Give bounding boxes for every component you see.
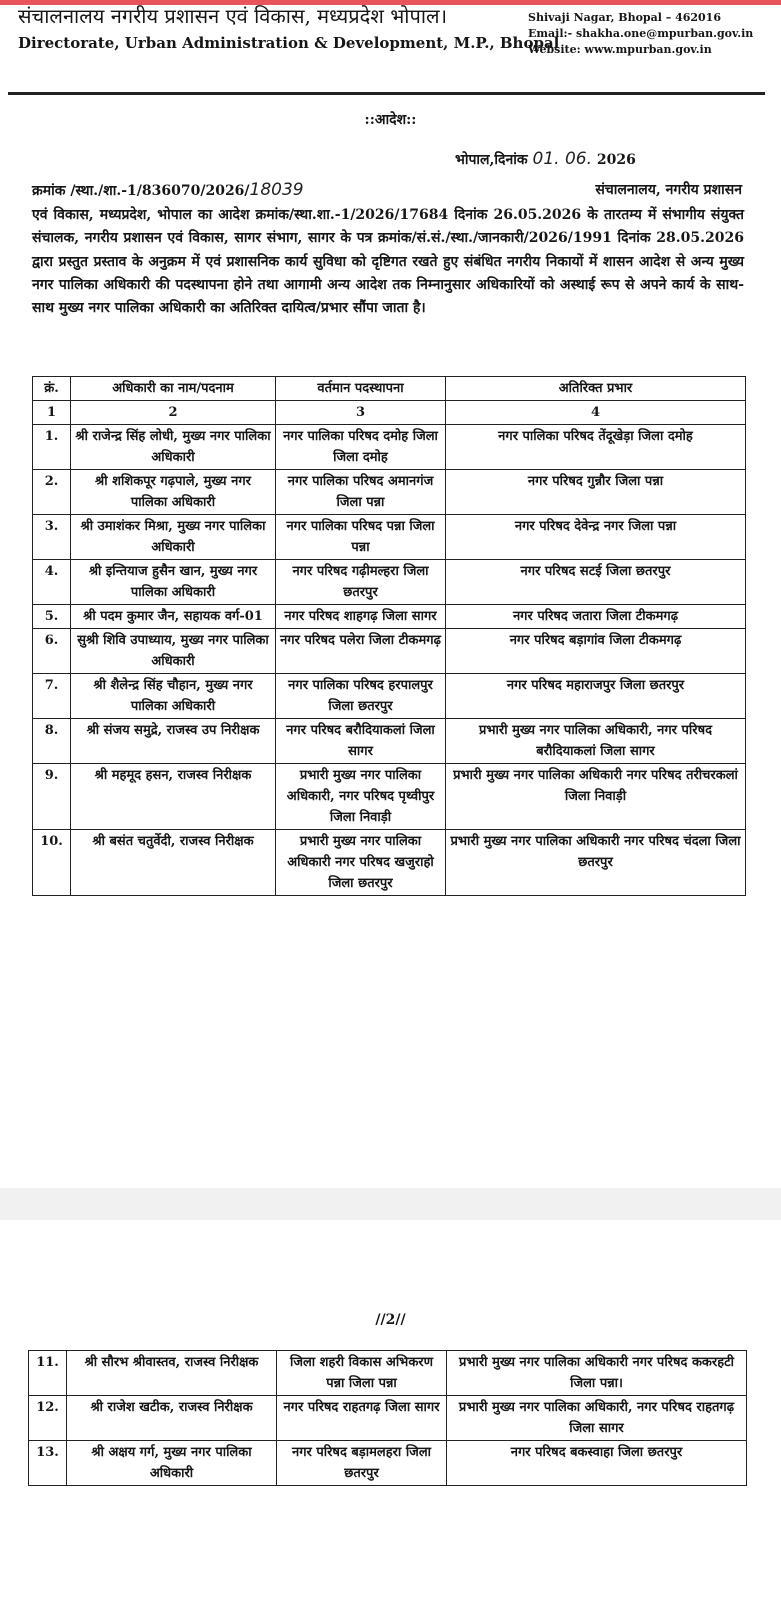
order-date bbox=[455, 149, 636, 169]
cell-officer-name: श्री शशिकपूर गढ़पाले, मुख्य नगर पालिका अधिकारी bbox=[71, 470, 276, 515]
date-year: 2026 bbox=[596, 152, 636, 168]
cell-additional-charge: प्रभारी मुख्य नगर पालिका अधिकारी, नगर परिषद बरौदियाकलां जिला सागर bbox=[446, 719, 746, 764]
cell-additional-charge: नगर परिषद महाराजपुर जिला छतरपुर bbox=[446, 674, 746, 719]
header-address: Shivaji Nagar, Bhopal – 462016 bbox=[528, 11, 721, 24]
order-body: एवं विकास, मध्यप्रदेश, भोपाल का आदेश क्रमांक/स्था.शा.-1/2026/17684 दिनांक 26.05.2026 के तारतम्य में संभागीय संयुक्त संचालक, नगरीय प्रशासन एवं विकास, सागर संभाग, सागर के पत्र क्रमांक/सं.सं./स्था./जानकारी/2026/1991 दिनांक 28.05.2026 द्वारा प्रस्तुत प्रस्ताव के अनुक्रम में एवं प्रशासनिक कार्य सुविधा को दृष्टिगत रखते हुए संबंधित नगरीय निकायों में शासन आदेश से अन्य मुख्य नगर पालिका अधिकारी की पदस्थापना होने तथा आगामी अन्य आदेश तक निम्नानुसार अधिकारियों को अस्थाई रूप से अपने कार्य के साथ-साथ मुख्य नगर पालिका अधिकारी का अतिरिक्त दायित्व/प्रभार सौंपा जाता है। bbox=[32, 207, 744, 317]
cell-officer-name: श्री बसंत चतुर्वेदी, राजस्व निरीक्षक bbox=[71, 830, 276, 896]
table-row bbox=[33, 470, 746, 515]
cell-sno: 2. bbox=[33, 470, 71, 515]
cell-current-posting: नगर परिषद गढ़ीमल्हरा जिला छतरपुर bbox=[276, 560, 446, 605]
cell-additional-charge: नगर परिषद जतारा जिला टीकमगढ़ bbox=[446, 605, 746, 629]
header-contact bbox=[528, 10, 753, 58]
table-row bbox=[33, 674, 746, 719]
table-body-continued bbox=[29, 1351, 747, 1486]
cell-additional-charge: नगर पालिका परिषद तेंदूखेड़ा जिला दमोह bbox=[446, 425, 746, 470]
cell-current-posting: नगर परिषद बड़ामलहरा जिला छतरपुर bbox=[277, 1441, 447, 1486]
cell-additional-charge: नगर परिषद बड़ागांव जिला टीकमगढ़ bbox=[446, 629, 746, 674]
header-english-name: Directorate, Urban Administration & Development, M.P., Bhopal bbox=[18, 34, 560, 52]
cell-additional-charge: प्रभारी मुख्य नगर पालिका अधिकारी नगर परिषद ककरहटी जिला पन्ना। bbox=[447, 1351, 747, 1396]
page-break bbox=[0, 1188, 781, 1220]
cell-current-posting: नगर पालिका परिषद हरपालपुर जिला छतरपुर bbox=[276, 674, 446, 719]
table-row bbox=[29, 1441, 747, 1486]
cell-sno: 7. bbox=[33, 674, 71, 719]
cell-sno: 10. bbox=[33, 830, 71, 896]
table-row bbox=[33, 515, 746, 560]
cell-additional-charge: प्रभारी मुख्य नगर पालिका अधिकारी, नगर परिषद राहतगढ़ जिला सागर bbox=[447, 1396, 747, 1441]
cell-current-posting: नगर परिषद शाहगढ़ जिला सागर bbox=[276, 605, 446, 629]
page-2 bbox=[0, 1220, 781, 1600]
cell-additional-charge: प्रभारी मुख्य नगर पालिका अधिकारी नगर परिषद चंदला जिला छतरपुर bbox=[446, 830, 746, 896]
cell-additional-charge: नगर परिषद देवेन्द्र नगर जिला पन्ना bbox=[446, 515, 746, 560]
cell-officer-name: श्री राजेन्द्र सिंह लोधी, मुख्य नगर पालिका अधिकारी bbox=[71, 425, 276, 470]
cell-current-posting: नगर परिषद बरौदियाकलां जिला सागर bbox=[276, 719, 446, 764]
cell-additional-charge: नगर परिषद गुन्नौर जिला पन्ना bbox=[446, 470, 746, 515]
header-hindi-name: संचालनालय नगरीय प्रशासन एवं विकास, मध्यप्रदेश भोपाल। bbox=[18, 4, 448, 28]
cell-current-posting: नगर पालिका परिषद दमोह जिला जिला दमोह bbox=[276, 425, 446, 470]
col-number: 3 bbox=[276, 401, 446, 425]
cell-sno: 5. bbox=[33, 605, 71, 629]
cell-additional-charge: प्रभारी मुख्य नगर पालिका अधिकारी नगर परिषद तरीचरकलां जिला निवाड़ी bbox=[446, 764, 746, 830]
cell-current-posting: नगर पालिका परिषद अमानगंज जिला पन्ना bbox=[276, 470, 446, 515]
reference-handwritten: 18039 bbox=[249, 180, 304, 200]
cell-sno: 11. bbox=[29, 1351, 67, 1396]
cell-sno: 8. bbox=[33, 719, 71, 764]
cell-current-posting: प्रभारी मुख्य नगर पालिका अधिकारी नगर परिषद खजुराहो जिला छतरपुर bbox=[276, 830, 446, 896]
cell-officer-name: सुश्री शिवि उपाध्याय, मुख्य नगर पालिका अधिकारी bbox=[71, 629, 276, 674]
reference-issuer: संचालनालय, नगरीय प्रशासन bbox=[595, 182, 742, 198]
officers-table-continued bbox=[28, 1350, 747, 1486]
table-row bbox=[29, 1396, 747, 1441]
cell-officer-name: श्री उमाशंकर मिश्रा, मुख्य नगर पालिका अधिकारी bbox=[71, 515, 276, 560]
cell-officer-name: श्री संजय समुद्रे, राजस्व उप निरीक्षक bbox=[71, 719, 276, 764]
reference-line bbox=[32, 180, 742, 200]
table-row bbox=[33, 719, 746, 764]
cell-current-posting: नगर परिषद पलेरा जिला टीकमगढ़ bbox=[276, 629, 446, 674]
header-website: Website: www.mpurban.gov.in bbox=[528, 43, 712, 56]
page-number: //2// bbox=[375, 1312, 406, 1328]
cell-sno: 1. bbox=[33, 425, 71, 470]
cell-sno: 3. bbox=[33, 515, 71, 560]
reference-number: क्रमांक /स्था./शा.-1/836070/2026/ bbox=[32, 183, 250, 199]
col-number: 4 bbox=[446, 401, 746, 425]
header-additional-charge: अतिरिक्त प्रभार bbox=[446, 377, 746, 401]
header-divider bbox=[8, 92, 765, 95]
cell-officer-name: श्री राजेश खटीक, राजस्व निरीक्षक bbox=[67, 1396, 277, 1441]
cell-sno: 13. bbox=[29, 1441, 67, 1486]
col-number: 2 bbox=[71, 401, 276, 425]
date-prefix: भोपाल,दिनांक bbox=[455, 152, 528, 168]
table-header-row bbox=[33, 377, 746, 401]
order-title: ::आदेश:: bbox=[364, 112, 417, 128]
header-current-posting: वर्तमान पदस्थापना bbox=[276, 377, 446, 401]
table-row bbox=[33, 560, 746, 605]
cell-current-posting: नगर परिषद राहतगढ़ जिला सागर bbox=[277, 1396, 447, 1441]
table-row bbox=[33, 830, 746, 896]
cell-current-posting: जिला शहरी विकास अभिकरण पन्ना जिला पन्ना bbox=[277, 1351, 447, 1396]
cell-current-posting: प्रभारी मुख्य नगर पालिका अधिकारी, नगर परिषद पृथ्वीपुर जिला निवाड़ी bbox=[276, 764, 446, 830]
col-number: 1 bbox=[33, 401, 71, 425]
table-row bbox=[33, 605, 746, 629]
header-sno: क्रं. bbox=[33, 377, 71, 401]
table-row bbox=[29, 1351, 747, 1396]
table-row bbox=[33, 425, 746, 470]
table-number-row bbox=[33, 401, 746, 425]
cell-officer-name: श्री अक्षय गर्ग, मुख्य नगर पालिका अधिकारी bbox=[67, 1441, 277, 1486]
cell-officer-name: श्री पदम कुमार जैन, सहायक वर्ग-01 bbox=[71, 605, 276, 629]
cell-officer-name: श्री इन्तियाज हुसैन खान, मुख्य नगर पालिका अधिकारी bbox=[71, 560, 276, 605]
table-body bbox=[33, 425, 746, 896]
cell-sno: 4. bbox=[33, 560, 71, 605]
cell-officer-name: श्री सौरभ श्रीवास्तव, राजस्व निरीक्षक bbox=[67, 1351, 277, 1396]
header-name: अधिकारी का नाम/पदनाम bbox=[71, 377, 276, 401]
cell-additional-charge: नगर परिषद बकस्वाहा जिला छतरपुर bbox=[447, 1441, 747, 1486]
table-row bbox=[33, 629, 746, 674]
cell-sno: 12. bbox=[29, 1396, 67, 1441]
header-email: Email:- shakha.one@mpurban.gov.in bbox=[528, 27, 754, 40]
cell-officer-name: श्री शैलेन्द्र सिंह चौहान, मुख्य नगर पालिका अधिकारी bbox=[71, 674, 276, 719]
cell-current-posting: नगर पालिका परिषद पन्ना जिला पन्ना bbox=[276, 515, 446, 560]
cell-additional-charge: नगर परिषद सटई जिला छतरपुर bbox=[446, 560, 746, 605]
cell-officer-name: श्री महमूद हसन, राजस्व निरीक्षक bbox=[71, 764, 276, 830]
cell-sno: 9. bbox=[33, 764, 71, 830]
table-row bbox=[33, 764, 746, 830]
officers-table bbox=[32, 376, 746, 896]
cell-sno: 6. bbox=[33, 629, 71, 674]
date-handwritten: 01. 06. bbox=[532, 149, 592, 169]
